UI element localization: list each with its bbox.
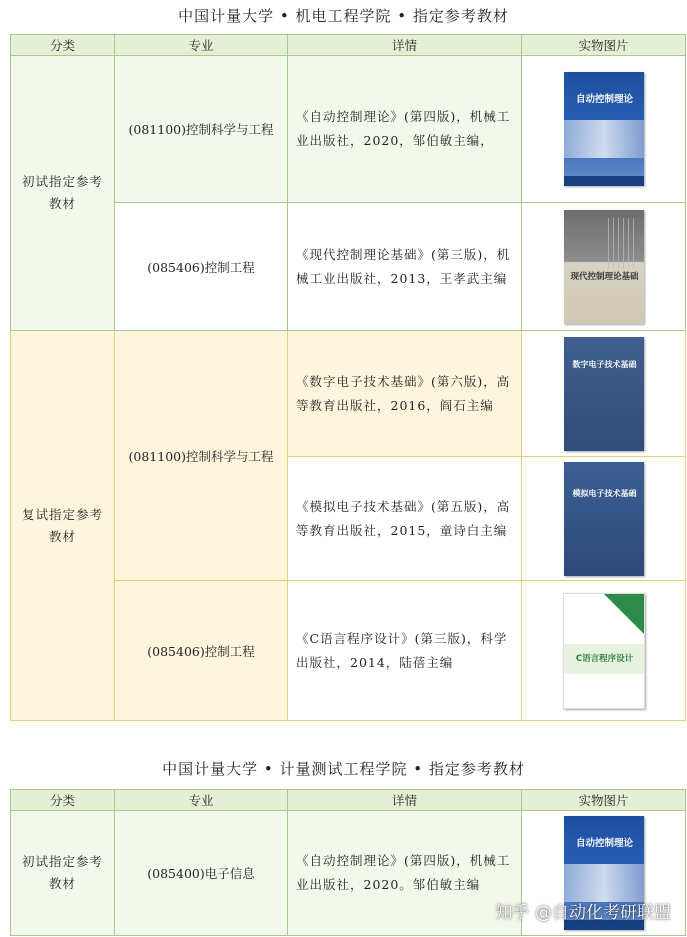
header-image: 实物图片: [522, 790, 686, 811]
watermark-text: 知乎 @自动化考研联盟: [495, 903, 671, 923]
header-image: 实物图片: [522, 35, 686, 56]
book-cover-image: [564, 462, 644, 576]
detail-cell: 《数字电子技术基础》(第六版)，高等教育出版社，2016，阎石主编: [288, 331, 522, 457]
category-initial: 初试指定参考教材: [11, 56, 115, 331]
header-detail: 详情: [288, 35, 522, 56]
book-image-cell: [522, 203, 686, 331]
header-detail: 详情: [288, 790, 522, 811]
table1-title: 中国计量大学 • 机电工程学院 • 指定参考教材: [178, 7, 509, 25]
category-retest: 复试指定参考教材: [11, 331, 115, 721]
category-initial: 初试指定参考教材: [11, 811, 115, 936]
header-category: 分类: [11, 790, 115, 811]
table-header-row: [11, 790, 686, 811]
book-cover-image: [564, 72, 644, 186]
book-image-cell: [522, 581, 686, 721]
book-cover-title: C语言程序设计: [575, 653, 634, 664]
book-image-cell: [522, 56, 686, 203]
header-major: 专业: [115, 35, 288, 56]
table-row: [11, 56, 686, 203]
reference-books-table-1: [10, 34, 686, 721]
major-cell: (085406)控制工程: [115, 581, 288, 721]
major-cell: (081100)控制科学与工程: [115, 56, 288, 203]
major-cell: (085406)控制工程: [115, 203, 288, 331]
book-cover-image: [564, 337, 644, 451]
book-cover-image: [564, 210, 644, 324]
detail-cell: 《自动控制理论》(第四版)，机械工业出版社，2020，邹伯敏主编，: [288, 56, 522, 203]
major-cell: (081100)控制科学与工程: [115, 331, 288, 581]
header-category: 分类: [11, 35, 115, 56]
major-cell: (085400)电子信息: [115, 811, 288, 936]
detail-cell: 《C语言程序设计》(第三版)，科学出版社，2014，陆蓓主编: [288, 581, 522, 721]
book-image-cell: [522, 457, 686, 581]
book-image-cell: [522, 331, 686, 457]
header-major: 专业: [115, 790, 288, 811]
book-cover-title: 现代控制理论基础: [570, 271, 639, 282]
book-cover-title: 自动控制理论: [575, 838, 633, 849]
book-cover-title: 模拟电子技术基础: [572, 488, 637, 498]
detail-cell: 《自动控制理论》(第四版)，机械工业出版社，2020。邹伯敏主编: [288, 811, 522, 936]
book-cover-title: 自动控制理论: [575, 94, 633, 105]
table-header-row: [11, 35, 686, 56]
book-cover-image: [563, 593, 645, 709]
book-cover-title: 数字电子技术基础: [572, 359, 637, 369]
table2-title: 中国计量大学 • 计量测试工程学院 • 指定参考教材: [162, 760, 525, 778]
detail-cell: 《模拟电子技术基础》(第五版)，高等教育出版社，2015，童诗白主编: [288, 457, 522, 581]
table-row: [11, 331, 686, 457]
detail-cell: 《现代控制理论基础》(第三版)，机械工业出版社，2013，王孝武主编: [288, 203, 522, 331]
